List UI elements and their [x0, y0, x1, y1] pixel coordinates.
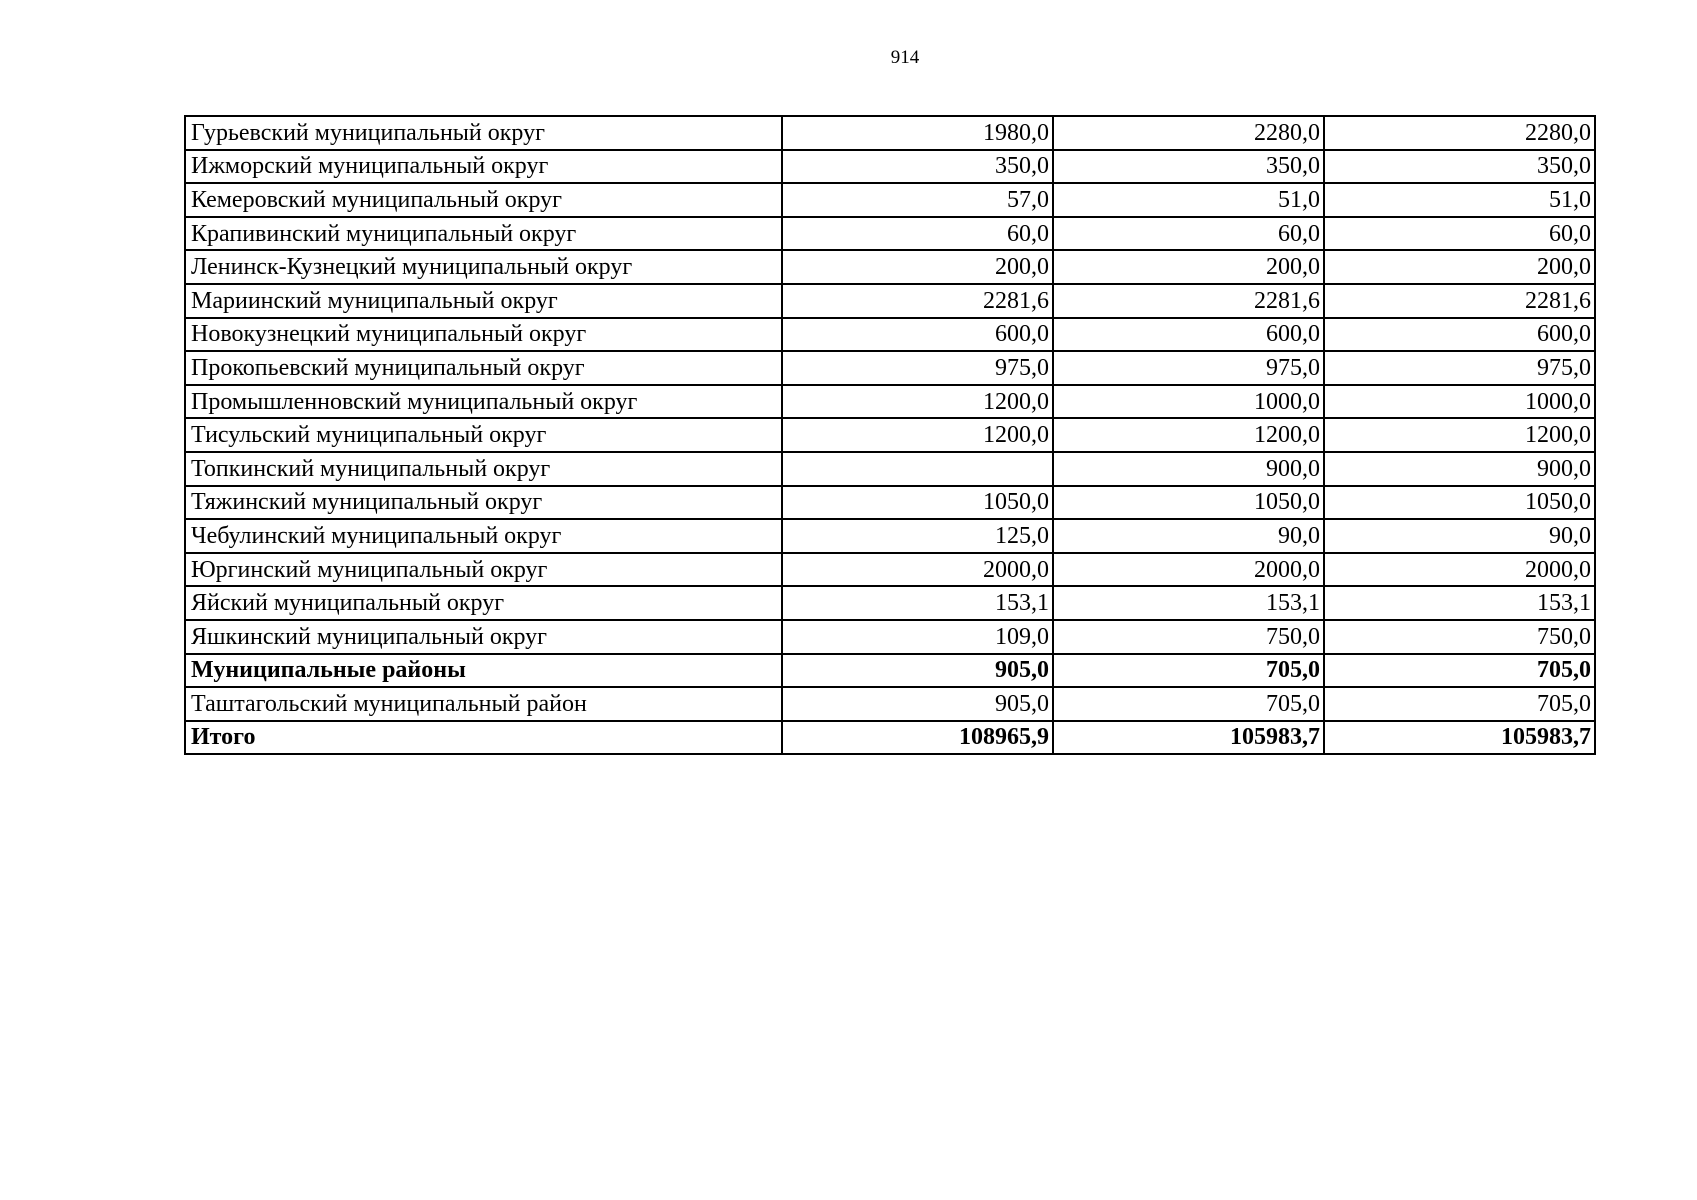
table-body	[185, 116, 1595, 754]
row-value-3-cell: 1050,0	[1324, 486, 1595, 520]
table-row	[185, 116, 1595, 150]
row-value-2-cell: 705,0	[1053, 687, 1324, 721]
row-name-cell: Итого	[185, 721, 782, 755]
row-name-cell: Юргинский муниципальный округ	[185, 553, 782, 587]
table-row	[185, 150, 1595, 184]
table-row	[185, 183, 1595, 217]
row-value-1-cell	[782, 452, 1053, 486]
row-value-1-cell: 125,0	[782, 519, 1053, 553]
row-value-1-cell: 109,0	[782, 620, 1053, 654]
budget-table	[184, 115, 1595, 755]
row-name-cell: Промышленновский муниципальный округ	[185, 385, 782, 419]
table-row	[185, 553, 1595, 587]
row-value-1-cell: 57,0	[782, 183, 1053, 217]
row-name-cell: Ижморский муниципальный округ	[185, 150, 782, 184]
row-value-3-cell: 51,0	[1324, 183, 1595, 217]
table-row	[185, 351, 1595, 385]
row-value-2-cell: 975,0	[1053, 351, 1324, 385]
row-value-2-cell: 200,0	[1053, 250, 1324, 284]
row-value-1-cell: 108965,9	[782, 721, 1053, 755]
row-value-3-cell: 153,1	[1324, 586, 1595, 620]
row-value-1-cell: 2000,0	[782, 553, 1053, 587]
table-row	[185, 687, 1595, 721]
row-name-cell: Яшкинский муниципальный округ	[185, 620, 782, 654]
row-name-cell: Тяжинский муниципальный округ	[185, 486, 782, 520]
page-number: 914	[890, 47, 920, 68]
row-value-2-cell: 153,1	[1053, 586, 1324, 620]
row-value-3-cell: 705,0	[1324, 654, 1595, 688]
row-name-cell: Кемеровский муниципальный округ	[185, 183, 782, 217]
row-value-3-cell: 1000,0	[1324, 385, 1595, 419]
row-value-3-cell: 1200,0	[1324, 418, 1595, 452]
row-value-3-cell: 975,0	[1324, 351, 1595, 385]
row-value-3-cell: 2000,0	[1324, 553, 1595, 587]
row-value-1-cell: 905,0	[782, 654, 1053, 688]
row-value-2-cell: 2280,0	[1053, 116, 1324, 150]
row-value-1-cell: 975,0	[782, 351, 1053, 385]
row-value-2-cell: 705,0	[1053, 654, 1324, 688]
row-value-2-cell: 2281,6	[1053, 284, 1324, 318]
row-value-3-cell: 900,0	[1324, 452, 1595, 486]
row-name-cell: Чебулинский муниципальный округ	[185, 519, 782, 553]
table-row-total	[185, 721, 1595, 755]
row-value-1-cell: 905,0	[782, 687, 1053, 721]
row-value-3-cell: 60,0	[1324, 217, 1595, 251]
row-value-1-cell: 153,1	[782, 586, 1053, 620]
row-value-1-cell: 2281,6	[782, 284, 1053, 318]
row-value-2-cell: 600,0	[1053, 318, 1324, 352]
row-name-cell: Мариинский муниципальный округ	[185, 284, 782, 318]
row-name-cell: Яйский муниципальный округ	[185, 586, 782, 620]
table-row	[185, 418, 1595, 452]
row-value-3-cell: 90,0	[1324, 519, 1595, 553]
table-row	[185, 284, 1595, 318]
row-name-cell: Тисульский муниципальный округ	[185, 418, 782, 452]
row-name-cell: Топкинский муниципальный округ	[185, 452, 782, 486]
row-value-3-cell: 2281,6	[1324, 284, 1595, 318]
budget-table-grid	[184, 115, 1596, 755]
row-name-cell: Муниципальные районы	[185, 654, 782, 688]
row-name-cell: Ленинск-Кузнецкий муниципальный округ	[185, 250, 782, 284]
row-value-3-cell: 705,0	[1324, 687, 1595, 721]
row-value-3-cell: 350,0	[1324, 150, 1595, 184]
row-value-2-cell: 90,0	[1053, 519, 1324, 553]
table-row	[185, 318, 1595, 352]
row-name-cell: Крапивинский муниципальный округ	[185, 217, 782, 251]
row-name-cell: Гурьевский муниципальный округ	[185, 116, 782, 150]
row-value-2-cell: 51,0	[1053, 183, 1324, 217]
row-value-1-cell: 1980,0	[782, 116, 1053, 150]
row-value-2-cell: 2000,0	[1053, 553, 1324, 587]
row-value-2-cell: 105983,7	[1053, 721, 1324, 755]
row-value-3-cell: 750,0	[1324, 620, 1595, 654]
row-value-2-cell: 900,0	[1053, 452, 1324, 486]
table-row	[185, 519, 1595, 553]
row-name-cell: Новокузнецкий муниципальный округ	[185, 318, 782, 352]
row-value-3-cell: 2280,0	[1324, 116, 1595, 150]
row-value-2-cell: 1000,0	[1053, 385, 1324, 419]
row-value-3-cell: 600,0	[1324, 318, 1595, 352]
row-value-2-cell: 750,0	[1053, 620, 1324, 654]
row-value-1-cell: 200,0	[782, 250, 1053, 284]
row-value-1-cell: 1200,0	[782, 385, 1053, 419]
table-row	[185, 486, 1595, 520]
row-value-2-cell: 1050,0	[1053, 486, 1324, 520]
table-row-total	[185, 654, 1595, 688]
table-row	[185, 217, 1595, 251]
row-value-1-cell: 350,0	[782, 150, 1053, 184]
row-name-cell: Таштагольский муниципальный район	[185, 687, 782, 721]
row-value-1-cell: 60,0	[782, 217, 1053, 251]
row-value-3-cell: 200,0	[1324, 250, 1595, 284]
row-value-1-cell: 1050,0	[782, 486, 1053, 520]
table-row	[185, 620, 1595, 654]
row-value-3-cell: 105983,7	[1324, 721, 1595, 755]
row-value-1-cell: 1200,0	[782, 418, 1053, 452]
row-value-2-cell: 350,0	[1053, 150, 1324, 184]
row-name-cell: Прокопьевский муниципальный округ	[185, 351, 782, 385]
row-value-2-cell: 60,0	[1053, 217, 1324, 251]
table-row	[185, 385, 1595, 419]
table-row	[185, 250, 1595, 284]
table-row	[185, 452, 1595, 486]
table-row	[185, 586, 1595, 620]
row-value-1-cell: 600,0	[782, 318, 1053, 352]
row-value-2-cell: 1200,0	[1053, 418, 1324, 452]
